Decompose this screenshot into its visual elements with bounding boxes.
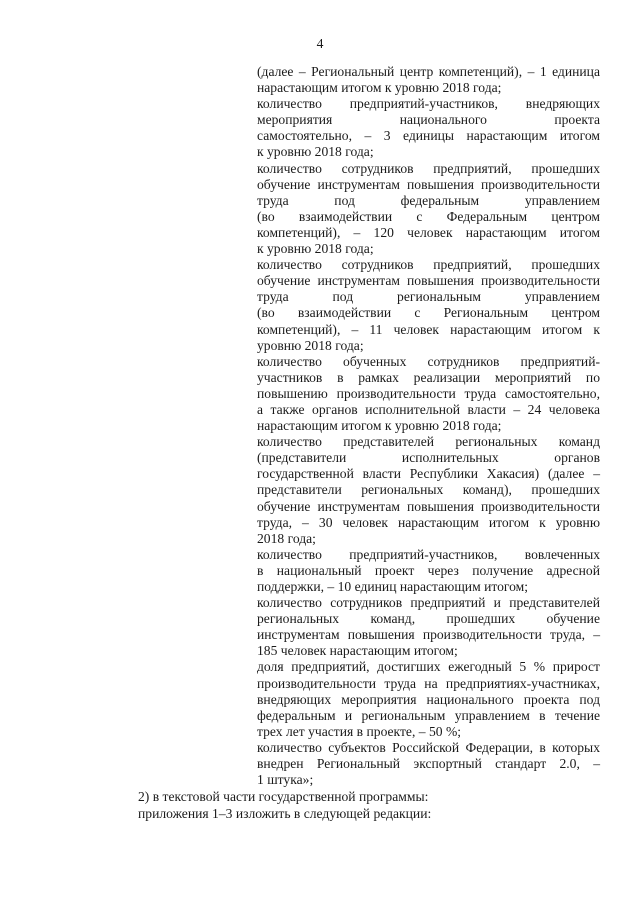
text-line: 185 человек нарастающим итогом; [257, 643, 458, 659]
text-line: (представители исполнительных органов [257, 450, 600, 466]
text-line: труда, – 30 человек нарастающим итогом к уровню [257, 514, 600, 530]
text-line: нарастающим итогом к уровню 2018 года; [257, 80, 502, 96]
text-line: к уровню 2018 года; [257, 144, 374, 160]
text-line: (во взаимодействии с Федеральным центром [257, 208, 600, 224]
text-line: внедряющих мероприятия национального проекта под [257, 691, 600, 707]
text-line: 2018 года; [257, 530, 316, 546]
text-line: внедрен Региональный экспортный стандарт 2.0, – [257, 756, 600, 772]
text-line: а также органов исполнительной власти – 24 человека [257, 401, 600, 417]
text-line: количество сотрудников предприятий, прошедших [257, 257, 600, 273]
page-number: 4 [316, 36, 324, 51]
text-line: компетенций), – 11 человек нарастающим итогом к [257, 321, 600, 337]
text-line: мероприятия национального проекта [257, 112, 600, 128]
indicator-paragraph [257, 64, 600, 96]
text-line: государственной власти Республики Хакасия) (далее – [257, 466, 600, 482]
indicator-paragraph [257, 96, 600, 160]
text-line: представители региональных команд), прошедших [257, 482, 600, 498]
indicator-paragraph [257, 257, 600, 354]
text-line: компетенций), – 120 человек нарастающим итогом [257, 224, 600, 240]
text-line: нарастающим итогом к уровню 2018 года; [257, 418, 502, 434]
indicator-paragraph [257, 547, 600, 595]
text-line: количество представителей региональных команд [257, 434, 600, 450]
indicator-paragraph [257, 161, 600, 258]
text-line: уровню 2018 года; [257, 337, 364, 353]
text-line: в национальный проект через получение адресной [257, 562, 600, 578]
text-line: 2) в текстовой части государственной программы: [138, 789, 429, 804]
text-line: к уровню 2018 года; [257, 241, 374, 257]
indicators-column [257, 64, 600, 788]
indicator-paragraph [257, 434, 600, 547]
text-line: повышению производительности труда самостоятельно, [257, 385, 600, 401]
text-line: количество субъектов Российской Федерации, в которых [257, 739, 600, 755]
indicator-paragraph [257, 354, 600, 434]
text-line: обучение инструментам повышения производительности [257, 176, 600, 192]
text-line: количество обученных сотрудников предприятий- [257, 353, 600, 369]
text-line: самостоятельно, – 3 единицы нарастающим итогом [257, 128, 600, 144]
text-line: инструментам повышения производительности труда, – [257, 627, 600, 643]
text-line: производительности труда на предприятиях-участниках, [257, 675, 600, 691]
text-line: количество сотрудников предприятий, прошедших [257, 160, 600, 176]
text-line: поддержки, – 10 единиц нарастающим итогом; [257, 579, 529, 594]
text-line: (во взаимодействии с Региональным центром [257, 305, 600, 321]
text-line: количество предприятий-участников, вовлеченных [257, 546, 600, 562]
text-line: 1 штука»; [257, 772, 314, 788]
text-line: (далее – Региональный центр компетенций), – 1 единица [257, 64, 600, 79]
amendment-text [138, 788, 608, 822]
indicator-paragraph [257, 740, 600, 788]
indicator-paragraph [257, 595, 600, 659]
text-line: обучение инструментам повышения производительности [257, 498, 600, 514]
text-line: труда под региональным управлением [257, 289, 600, 305]
text-line: региональных команд, прошедших обучение [257, 611, 600, 627]
text-line: приложения 1–3 изложить в следующей редакции: [138, 806, 432, 821]
text-line: федеральным и региональным управлением в течение [257, 707, 600, 723]
text-line: участников в рамках реализации мероприятий по [257, 369, 600, 385]
text-line: обучение инструментам повышения производительности [257, 273, 600, 289]
text-line: количество предприятий-участников, внедряющих [257, 96, 600, 112]
indicator-paragraph [257, 659, 600, 739]
text-line: труда под федеральным управлением [257, 192, 600, 208]
text-line: трех лет участия в проекте, – 50 %; [257, 723, 462, 739]
text-line: количество сотрудников предприятий и представителей [257, 595, 600, 611]
text-line: доля предприятий, достигших ежегодный 5 % прирост [257, 659, 600, 675]
